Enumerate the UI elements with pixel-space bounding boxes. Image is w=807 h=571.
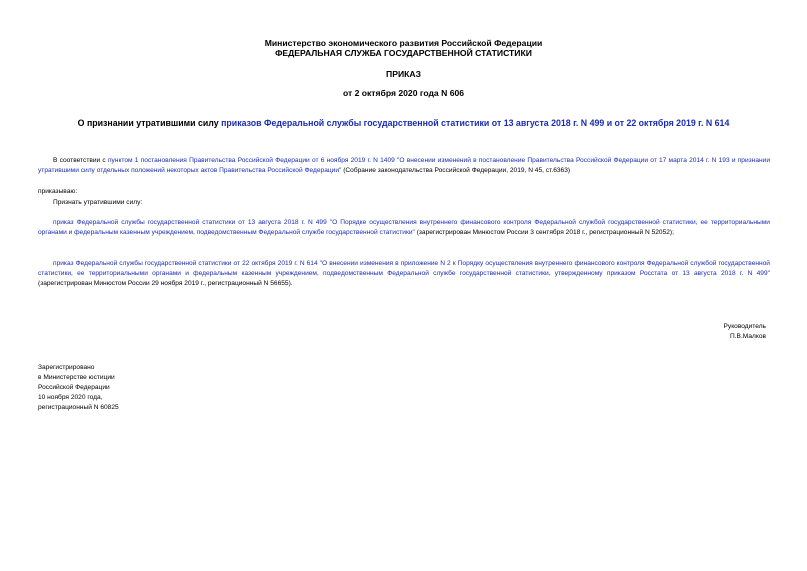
title-prefix: О признании утратившими силу xyxy=(77,118,222,128)
order-499-link[interactable]: приказ Федеральной службы государственной статистики от 13 августа 2018 г. N 499 "О Порядке осуществления внутреннего финансового контроля Федеральной службой государственной статистики, ее территориальными органами и федеральным казенным учреждением, подведомственным Федеральной службе государственной статистики" xyxy=(38,219,770,236)
signature-name: П.В.Малков xyxy=(729,333,766,340)
government-resolution-link[interactable]: пунктом 1 постановления Правительства Российской Федерации от 6 ноября 2019 г. N 1409 "О внесении изменений в постановление Правительства Российской Федерации от 17 марта 2014 г. N 193 и признании утратившими силу отдельных положений некоторых актов Правительства Российской Федерации" xyxy=(38,157,770,174)
service-name: ФЕДЕРАЛЬНАЯ СЛУЖБА ГОСУДАРСТВЕННОЙ СТАТИСТИКИ xyxy=(275,48,532,58)
paragraph-order-499 xyxy=(38,218,770,238)
order-614-link[interactable]: приказ Федеральной службы государственной статистики от 22 октября 2019 г. N 614 "О внесении изменения в приложение N 2 к Порядку осуществления внутреннего финансового контроля Федеральной службой государственной статистики, ее территориальными органами и федеральным казенным учреждением, подведомственным Федеральной службе государственной статистики, утвержденному приказом Росстата от 13 августа 2018 г. N 499" xyxy=(38,260,770,277)
registration-line-2: в Министерстве юстиции xyxy=(38,374,115,381)
document-title xyxy=(0,118,807,129)
registration-line-5: регистрационный N 60825 xyxy=(38,404,119,411)
ministry-name: Министерство экономического развития Российской Федерации xyxy=(264,38,543,48)
paragraph-order-614 xyxy=(38,259,770,289)
paragraph-order: приказываю: xyxy=(38,188,78,195)
registration-line-1: Зарегистрировано xyxy=(38,364,95,371)
paragraph-basis-text-start: В соответствии с xyxy=(53,157,108,164)
paragraph-invalidate: Признать утратившими силу: xyxy=(53,199,143,206)
order-date: от 2 октября 2020 года N 606 xyxy=(342,88,465,98)
signature-block xyxy=(724,322,766,342)
paragraph-basis xyxy=(38,156,770,176)
paragraph-basis-text-end: (Собрание законодательства Российской Федерации, 2019, N 45, ст.6363) xyxy=(341,167,571,174)
order-heading: ПРИКАЗ xyxy=(386,69,421,79)
registration-block xyxy=(38,363,119,413)
registration-line-3: Российской Федерации xyxy=(38,384,110,391)
registration-line-4: 10 ноября 2020 года, xyxy=(38,394,103,401)
order-614-registration: (зарегистрирован Минюстом России 29 ноября 2019 г., регистрационный N 56655). xyxy=(38,280,293,287)
order-499-registration: (зарегистрирован Минюстом России 3 сентября 2018 г., регистрационный N 52052); xyxy=(414,229,674,236)
title-link[interactable]: приказов Федеральной службы государственной статистики от 13 августа 2018 г. N 499 и от 22 октября 2019 г. N 614 xyxy=(221,118,730,128)
signature-role: Руководитель xyxy=(723,323,766,330)
